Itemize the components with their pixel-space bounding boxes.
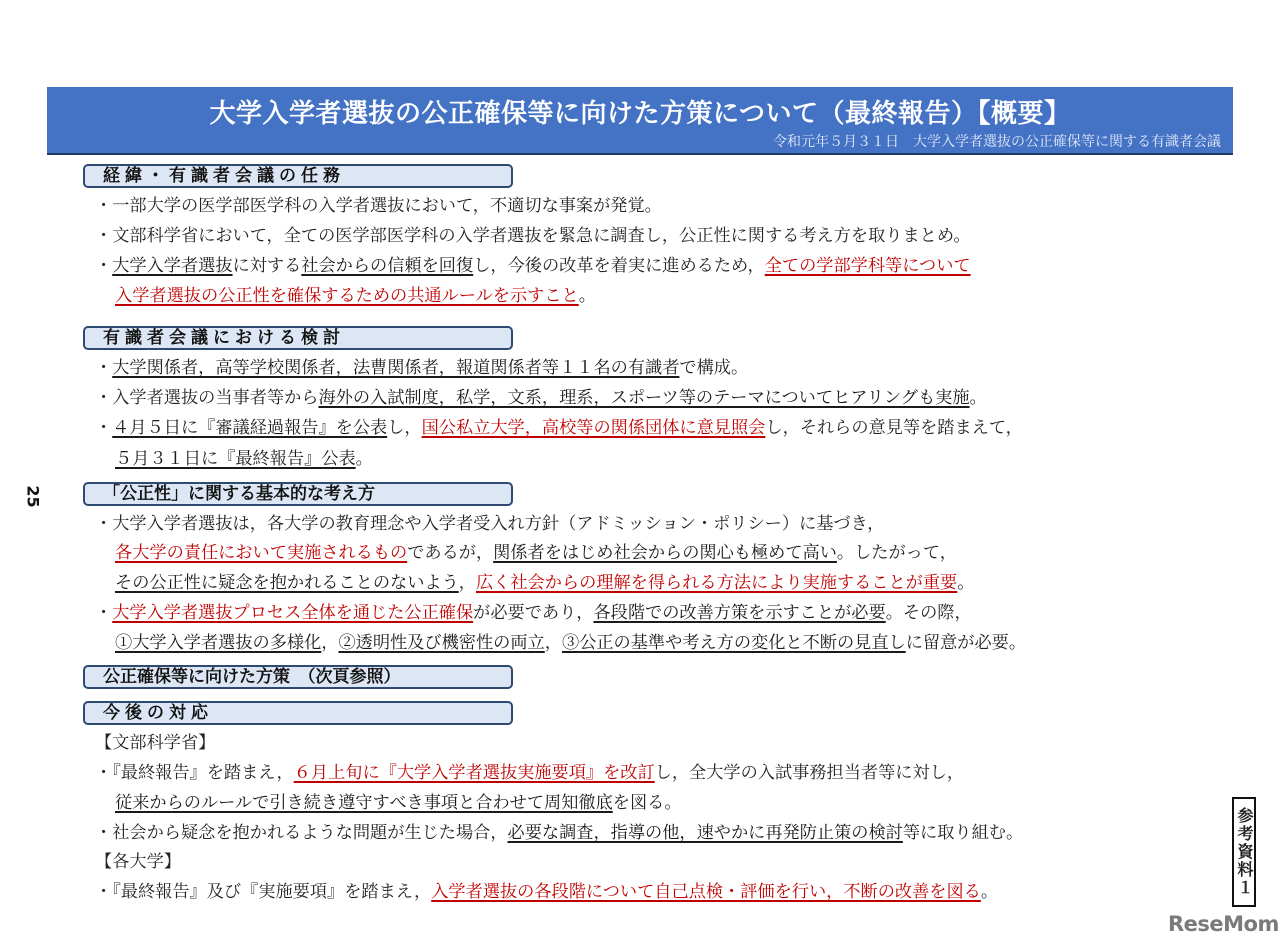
text-line [95, 512, 884, 536]
plain-text: 。 [969, 388, 987, 408]
page-number: 25 [23, 485, 43, 508]
section-heading-background: 経緯・有識者会議の任務 [83, 164, 513, 188]
title-banner [47, 87, 1233, 155]
plain-text: 。 [980, 882, 999, 902]
text-line [115, 631, 1026, 655]
text-line [95, 416, 1023, 440]
text-line [115, 791, 682, 815]
text-line [95, 850, 181, 874]
red-emphasis: ６月上旬に『大学入学者選抜実施要項』を改訂 [293, 763, 655, 783]
red-emphasis: 広く社会からの理解を得られる方法により実施することが重要 [475, 573, 958, 593]
plain-text: ， [544, 633, 562, 653]
plain-text: ・『最終報告』を踏まえ， [95, 763, 294, 783]
plain-text: ・入学者選抜の当事者等から [95, 388, 319, 408]
text-line [95, 356, 748, 380]
text-line [95, 761, 964, 785]
underlined-emphasis: 従来からのルールで引き続き遵守すべき事項と合わせて周知徹底 [115, 793, 613, 813]
plain-text: ・社会から疑念を抱かれるような問題が生じた場合， [95, 823, 508, 843]
plain-text: ・大学入学者選抜は，各大学の教育理念や入学者受入れ方針（アドミッション・ポリシー）に基づき， [95, 514, 885, 534]
plain-text: で構成。 [679, 358, 749, 378]
plain-text: ・ [95, 603, 113, 623]
text-line [95, 224, 971, 248]
plain-text: を図る。 [612, 793, 682, 813]
plain-text: 等に取り組む。 [902, 823, 1024, 843]
section-heading-measures: 公正確保等に向けた方策 （次頁参照） [83, 665, 513, 689]
plain-text: ， [458, 573, 476, 593]
underlined-emphasis: その公正性に疑念を抱かれることのないよう [115, 573, 459, 593]
date-and-committee: 令和元年５月３１日 大学入学者選抜の公正確保等に関する有識者会議 [773, 134, 1221, 150]
underlined-emphasis: 関係者をはじめ社会からの関心も極めて高い [493, 543, 837, 563]
page-title: 大学入学者選抜の公正確保等に向けた方策について（最終報告）【概要】 [209, 99, 1071, 129]
underlined-emphasis: ５月３１日に『最終報告』公表 [115, 449, 356, 469]
text-line [95, 880, 998, 904]
underlined-emphasis: ４月５日に『審議経過報告』を公表 [112, 418, 388, 438]
plain-text: ・『最終報告』及び『実施要項』を踏まえ， [95, 882, 432, 902]
underlined-emphasis: 社会からの信頼を回復 [301, 256, 474, 276]
text-line [95, 386, 987, 410]
plain-text: 。したがって， [836, 543, 957, 563]
plain-text: 。 [578, 286, 596, 306]
text-line [95, 601, 972, 625]
section-heading-next-steps: 今後の対応 [83, 701, 513, 725]
underlined-emphasis: 必要な調査，指導の他，速やかに再発防止策の検討 [507, 823, 903, 843]
plain-text: ・一部大学の医学部医学科の入学者選抜において，不適切な事案が発覚。 [95, 196, 662, 216]
red-emphasis: 全ての学部学科等について [764, 256, 971, 276]
underlined-emphasis: ②透明性及び機密性の両立 [338, 633, 545, 653]
section-heading-fairness-principles: 「公正性」に関する基本的な考え方 [83, 482, 513, 506]
underlined-emphasis: 海外の入試制度，私学，文系，理系，スポーツ等のテーマについてヒアリングも実施 [318, 388, 970, 408]
plain-text: ， [321, 633, 339, 653]
plain-text: 。その際， [885, 603, 972, 623]
underlined-emphasis: 大学入学者選抜 [112, 256, 233, 276]
red-emphasis: 大学入学者選抜プロセス全体を通じた公正確保 [112, 603, 474, 623]
plain-text: し，今後の改革を着実に進めるため， [473, 256, 765, 276]
plain-text: ・文部科学省において，全ての医学部医学科の入学者選抜を緊急に調査し，公正性に関する考え方を取りまとめ。 [95, 226, 971, 246]
underlined-emphasis: 大学関係者，高等学校関係者，法曹関係者，報道関係者等１１名の有識者 [112, 358, 680, 378]
underlined-emphasis: ①大学入学者選抜の多様化 [115, 633, 322, 653]
red-emphasis: 国公私立大学，高校等の関係団体に意見照会 [421, 418, 766, 438]
plain-text: ・ [95, 418, 113, 438]
plain-text: 。 [957, 573, 975, 593]
text-line [95, 731, 215, 755]
reference-material-tag: 参考資料１ [1232, 797, 1256, 907]
plain-text: し， [387, 418, 422, 438]
text-line [95, 194, 662, 218]
plain-text: ・ [95, 256, 113, 276]
text-line [115, 447, 373, 471]
plain-text: 【各大学】 [95, 852, 181, 872]
text-line [115, 541, 957, 565]
red-emphasis: 各大学の責任において実施されるもの [115, 543, 408, 563]
red-emphasis: 入学者選抜の各段階について自己点検・評価を行い，不断の改善を図る [431, 882, 981, 902]
text-line [115, 571, 974, 595]
plain-text: であるが， [407, 543, 494, 563]
plain-text: し，全大学の入試事務担当者等に対し， [654, 763, 965, 783]
section-heading-review: 有識者会議における検討 [83, 326, 513, 350]
plain-text: 。 [355, 449, 373, 469]
plain-text: に留意が必要。 [905, 633, 1027, 653]
underlined-emphasis: 各段階での改善方策を示すことが必要 [593, 603, 886, 623]
red-emphasis: 入学者選抜の公正性を確保するための共通ルールを示すこと [115, 286, 579, 306]
underlined-emphasis: ③公正の基準や考え方の変化と不断の見直し [561, 633, 906, 653]
plain-text: が必要であり， [473, 603, 594, 623]
plain-text: し，それらの意見等を踏まえて， [765, 418, 1023, 438]
text-line [95, 821, 1023, 845]
text-line [115, 284, 596, 308]
plain-text: 【文部科学省】 [95, 733, 216, 753]
plain-text: に対する [232, 256, 302, 276]
resemom-logo: ReseMom [1168, 912, 1279, 936]
text-line [95, 254, 971, 278]
plain-text: ・ [95, 358, 113, 378]
